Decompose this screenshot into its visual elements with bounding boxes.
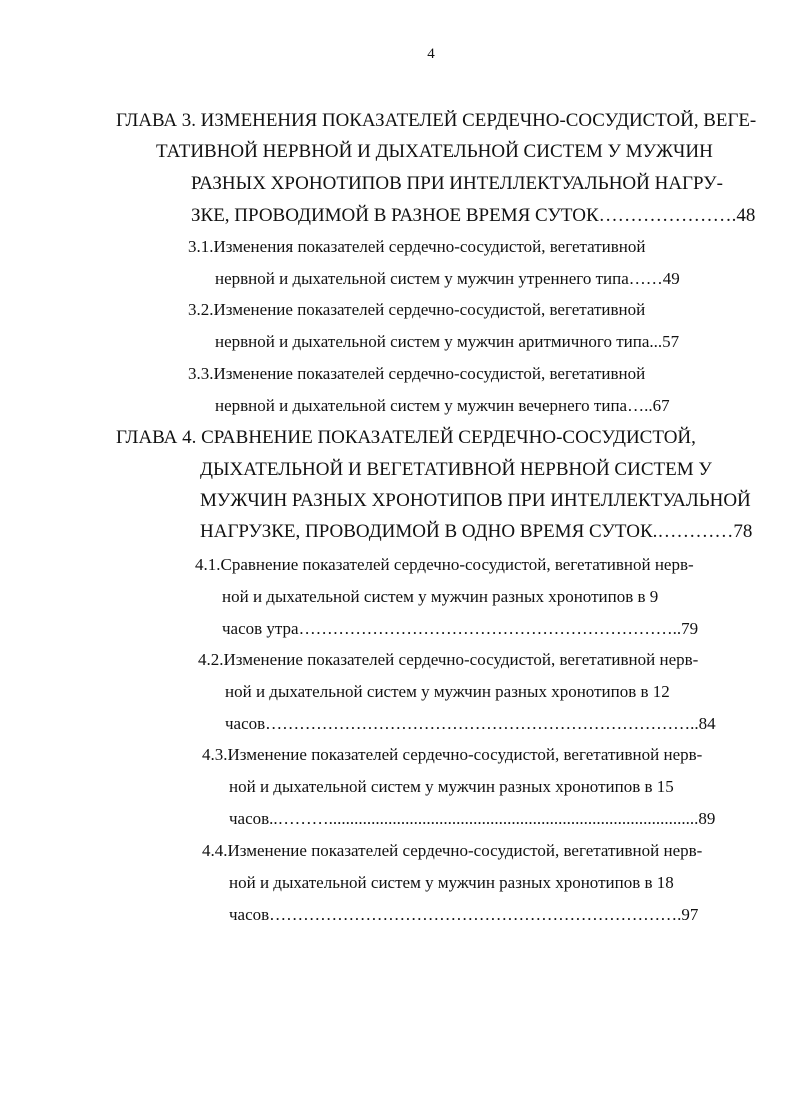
toc-section-line: ной и дыхательной систем у мужчин разных хронотипов в 12 [225, 682, 670, 701]
toc-section-line: 4.4.Изменение показателей сердечно-сосудистой, вегетативной нерв- [202, 841, 703, 860]
toc-section-line: часов..……….......................................................................................89 [229, 809, 716, 828]
toc-chapter-3-line: ГЛАВА 3. ИЗМЕНЕНИЯ ПОКАЗАТЕЛЕЙ СЕРДЕЧНО-СОСУДИСТОЙ, ВЕГЕ- [116, 110, 757, 131]
toc-chapter-4-line: НАГРУЗКЕ, ПРОВОДИМОЙ В ОДНО ВРЕМЯ СУТОК.…………78 [200, 521, 753, 542]
toc-section-line: ной и дыхательной систем у мужчин разных хронотипов в 18 [229, 873, 674, 892]
toc-section-line: ной и дыхательной систем у мужчин разных хронотипов в 15 [229, 777, 674, 796]
toc-chapter-4-line: МУЖЧИН РАЗНЫХ ХРОНОТИПОВ ПРИ ИНТЕЛЛЕКТУАЛЬНОЙ [200, 490, 751, 511]
toc-section-line: часов…………………………………………………………………..84 [225, 714, 716, 733]
toc-chapter-3-line: РАЗНЫХ ХРОНОТИПОВ ПРИ ИНТЕЛЛЕКТУАЛЬНОЙ НАГРУ- [191, 173, 723, 194]
toc-chapter-4-line: ГЛАВА 4. СРАВНЕНИЕ ПОКАЗАТЕЛЕЙ СЕРДЕЧНО-СОСУДИСТОЙ, [116, 427, 696, 448]
toc-chapter-4-line: ДЫХАТЕЛЬНОЙ И ВЕГЕТАТИВНОЙ НЕРВНОЙ СИСТЕМ У [200, 459, 712, 480]
toc-section-line: часов……………………………………………………………….97 [229, 905, 699, 924]
toc-chapter-3-line: ЗКЕ, ПРОВОДИМОЙ В РАЗНОЕ ВРЕМЯ СУТОК………………….48 [191, 205, 756, 226]
toc-section-line: нервной и дыхательной систем у мужчин утреннего типа……49 [215, 269, 680, 288]
toc-section-line: нервной и дыхательной систем у мужчин вечернего типа…..67 [215, 396, 670, 415]
toc-section-line: 4.3.Изменение показателей сердечно-сосудистой, вегетативной нерв- [202, 745, 703, 764]
toc-section-line: нервной и дыхательной систем у мужчин аритмичного типа...57 [215, 332, 680, 351]
toc-section-line: часов утра…………………………………………………………..79 [222, 619, 699, 638]
page-number: 4 [427, 46, 435, 62]
toc-chapter-3-line: ТАТИВНОЙ НЕРВНОЙ И ДЫХАТЕЛЬНОЙ СИСТЕМ У МУЖЧИН [156, 141, 713, 162]
toc-section-line: 4.2.Изменение показателей сердечно-сосудистой, вегетативной нерв- [198, 650, 699, 669]
toc-section-line: ной и дыхательной систем у мужчин разных хронотипов в 9 [222, 587, 659, 606]
toc-section-line: 4.1.Сравнение показателей сердечно-сосудистой, вегетативной нерв- [195, 555, 694, 574]
toc-section-line: 3.3.Изменение показателей сердечно-сосудистой, вегетативной [188, 364, 646, 383]
toc-section-line: 3.1.Изменения показателей сердечно-сосудистой, вегетативной [188, 237, 646, 256]
toc-section-line: 3.2.Изменение показателей сердечно-сосудистой, вегетативной [188, 300, 646, 319]
